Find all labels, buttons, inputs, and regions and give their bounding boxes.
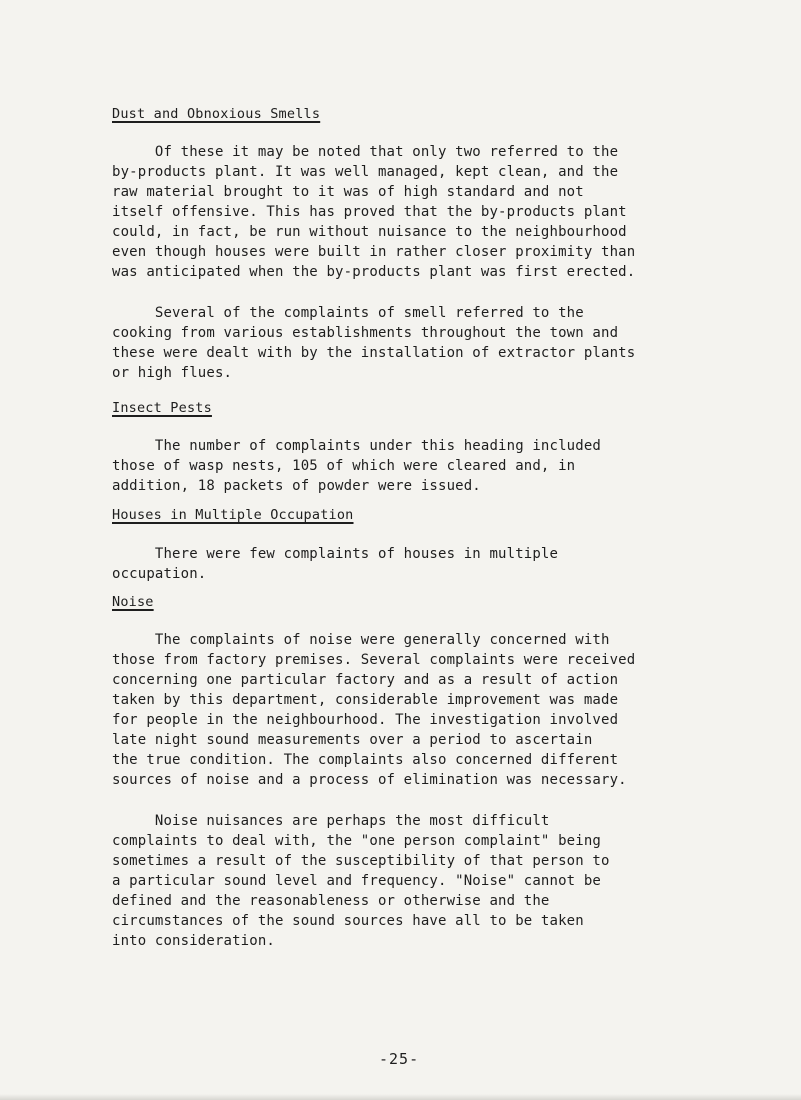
text-line: cooking from various establishments throughout the town and: [112, 325, 619, 341]
text-line: a particular sound level and frequency. "Noise" cannot be: [112, 873, 601, 889]
text-line: concerning one particular factory and as a result of action: [112, 672, 619, 688]
text-line: even though houses were built in rather closer proximity than: [112, 244, 636, 260]
text-line: addition, 18 packets of powder were issued.: [112, 478, 481, 494]
section-heading-noise: Noise: [112, 594, 154, 610]
text-line: late night sound measurements over a period to ascertain: [112, 732, 593, 748]
text-line: There were few complaints of houses in multiple: [112, 546, 559, 562]
text-line: Of these it may be noted that only two referred to the: [112, 144, 619, 160]
text-line: defined and the reasonableness or otherwise and the: [112, 893, 550, 909]
text-line: these were dealt with by the installation of extractor plants: [112, 345, 636, 361]
text-line: those of wasp nests, 105 of which were cleared and, in: [112, 458, 576, 474]
text-line: was anticipated when the by-products plant was first erected.: [112, 264, 636, 280]
section-heading-insect-pests: Insect Pests: [112, 400, 212, 416]
text-line: could, in fact, be run without nuisance to the neighbourhood: [112, 224, 627, 240]
text-line: The number of complaints under this heading included: [112, 438, 601, 454]
text-line: circumstances of the sound sources have all to be taken: [112, 913, 584, 929]
text-line: sometimes a result of the susceptibility of that person to: [112, 853, 610, 869]
text-line: The complaints of noise were generally concerned with: [112, 632, 610, 648]
text-line: for people in the neighbourhood. The investigation involved: [112, 712, 619, 728]
text-line: Noise nuisances are perhaps the most difficult: [112, 813, 550, 829]
text-line: Several of the complaints of smell referred to the: [112, 305, 584, 321]
text-line: or high flues.: [112, 365, 233, 381]
text-line: by-products plant. It was well managed, kept clean, and the: [112, 164, 619, 180]
section-heading-houses: Houses in Multiple Occupation: [112, 507, 354, 523]
text-line: taken by this department, considerable improvement was made: [112, 692, 619, 708]
text-line: those from factory premises. Several complaints were received: [112, 652, 636, 668]
paragraph-noise-1: [112, 630, 797, 790]
page-edge-shadow: [0, 1094, 801, 1100]
paragraph-noise-2: [112, 811, 797, 951]
paragraph-houses: [112, 544, 797, 584]
paragraph-dust-2: [112, 303, 797, 383]
page-number: -25-: [379, 1050, 420, 1068]
text-line: occupation.: [112, 566, 207, 582]
paragraph-insect-pests: [112, 436, 797, 496]
text-line: itself offensive. This has proved that the by-products plant: [112, 204, 627, 220]
text-line: the true condition. The complaints also concerned different: [112, 752, 619, 768]
text-line: complaints to deal with, the "one person complaint" being: [112, 833, 601, 849]
text-line: raw material brought to it was of high standard and not: [112, 184, 584, 200]
section-heading-dust: Dust and Obnoxious Smells: [112, 106, 321, 122]
text-line: sources of noise and a process of elimination was necessary.: [112, 772, 627, 788]
text-line: into consideration.: [112, 933, 275, 949]
paragraph-dust-1: [112, 142, 797, 282]
